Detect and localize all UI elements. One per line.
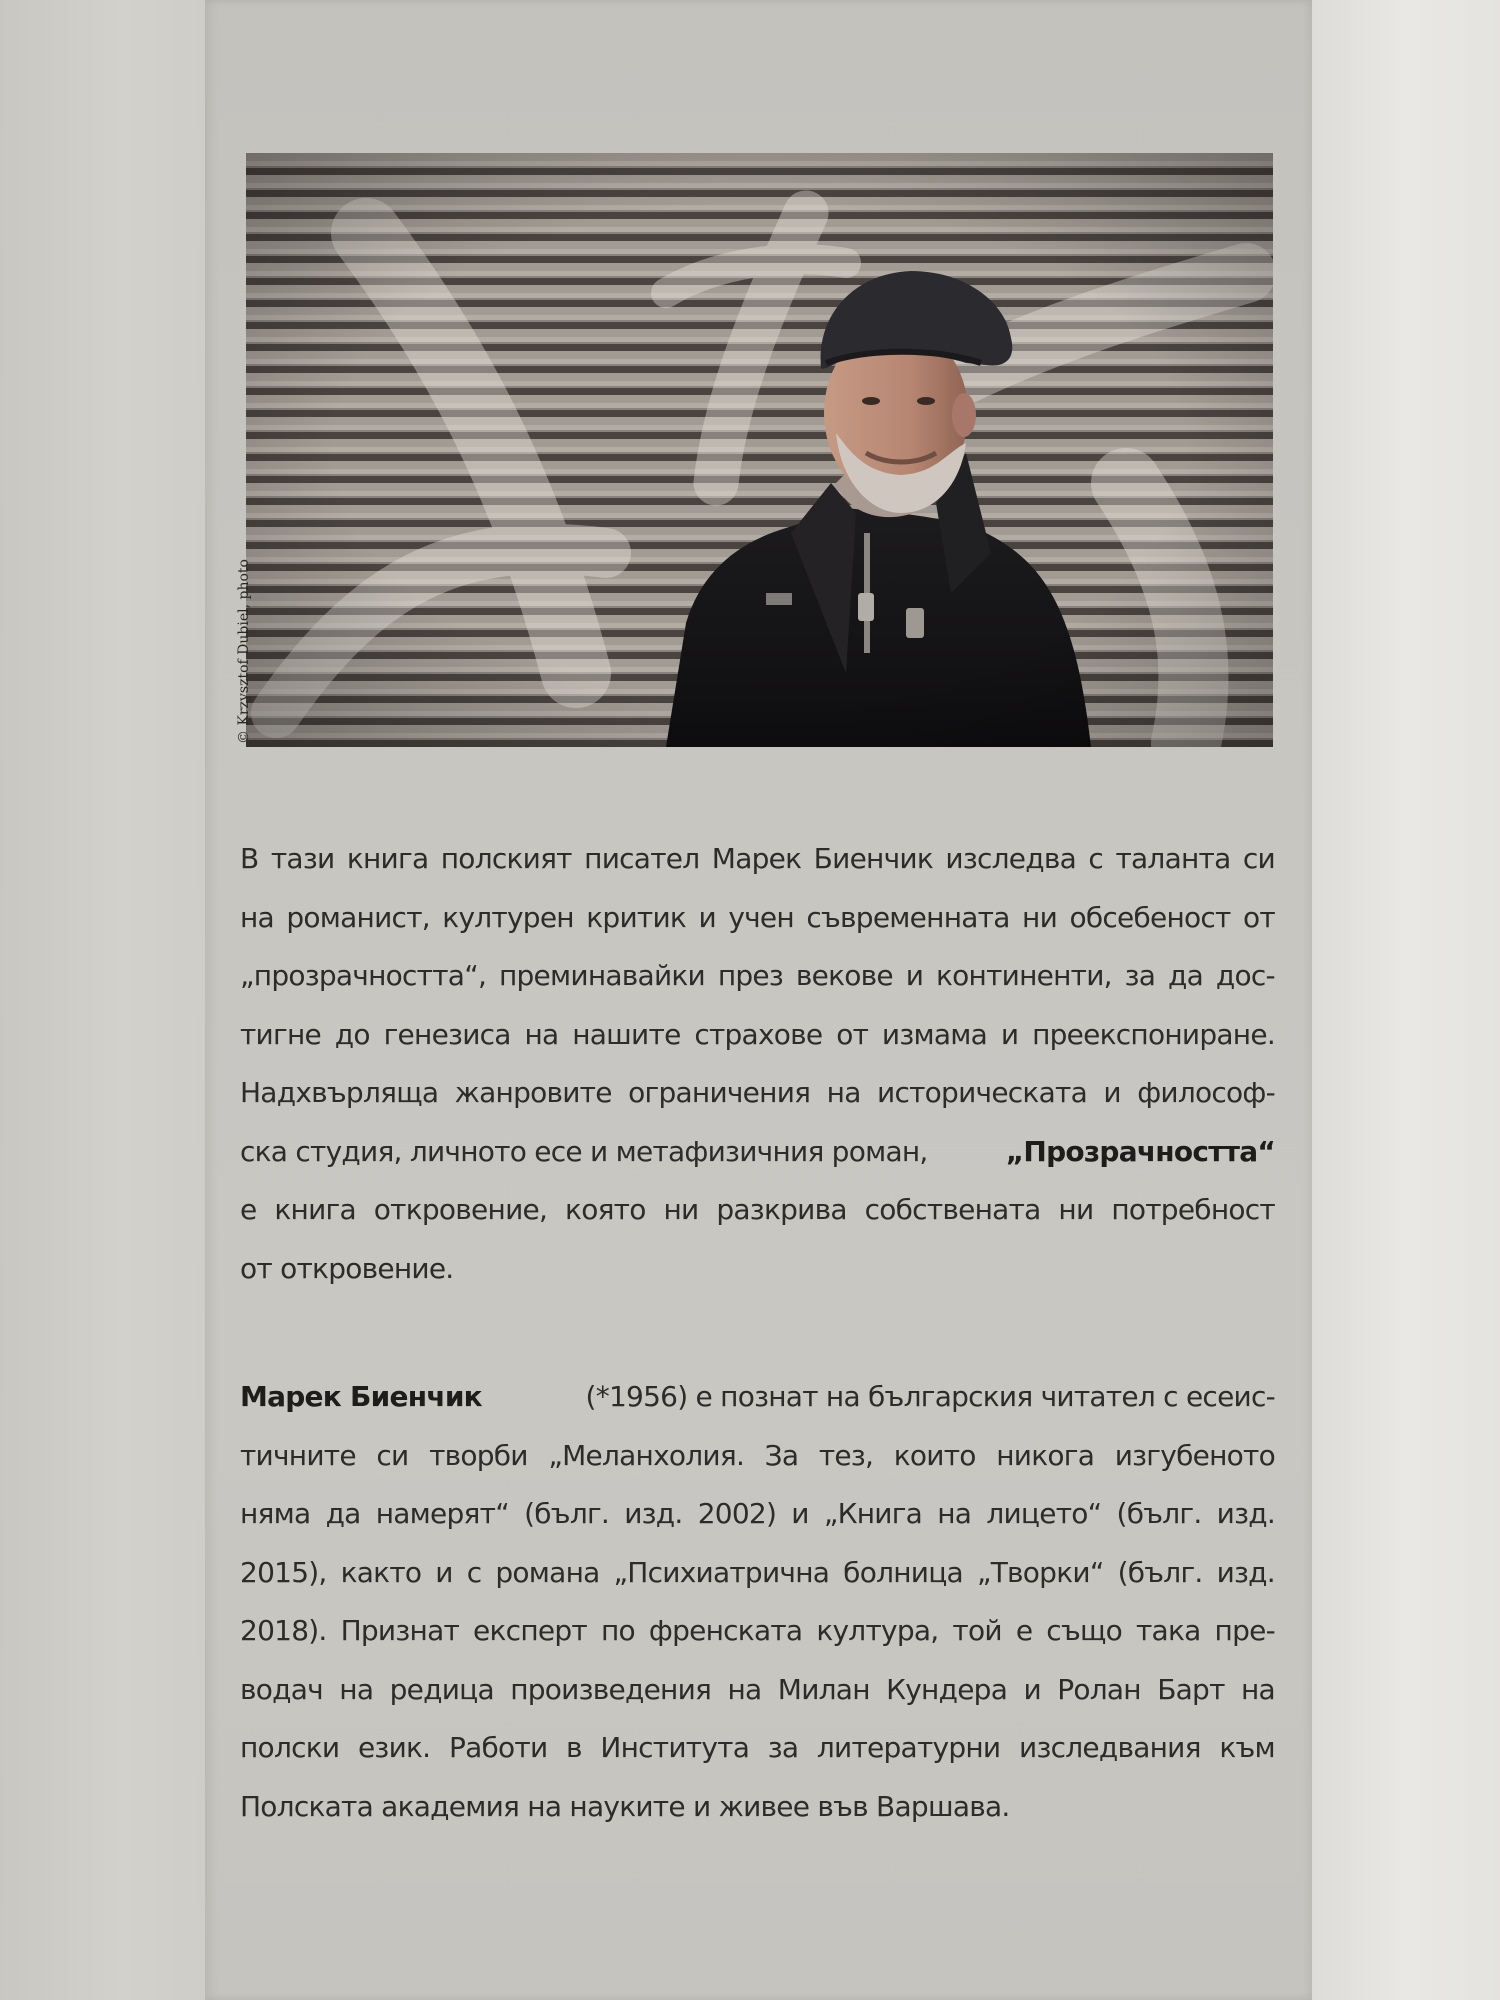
description-line-with-title bbox=[240, 1123, 1275, 1182]
description-line: от откровение. bbox=[240, 1251, 454, 1285]
bio-line: 2018). Признат експерт по френската култура, той е също така пре- bbox=[240, 1614, 1275, 1647]
bio-line: (*1956) е познат на българския читател с есеис- bbox=[585, 1380, 1275, 1413]
photo-credit: © Krzysztof Dubiel, photo bbox=[236, 559, 252, 744]
description-line: е книга откровение, която ни разкрива собствената ни потребност bbox=[240, 1193, 1275, 1226]
background-left bbox=[0, 0, 205, 2000]
description-line: на романист, културен критик и учен съвременната ни обсебеност от bbox=[240, 900, 1275, 934]
bio-line: полски език. Работи в Института за литературни изследвания към bbox=[240, 1731, 1275, 1764]
bio-line-with-name bbox=[240, 1368, 1275, 1427]
bio-line: тичните си творби „Меланхолия. За тез, които никога изгубеното bbox=[240, 1438, 1275, 1472]
bio-line: водач на редица произведения на Милан Кундера и Ролан Барт на bbox=[240, 1672, 1275, 1706]
description-line: Надхвърляща жанровите ограничения на историческата и философ- bbox=[240, 1076, 1275, 1109]
background-right bbox=[1312, 0, 1500, 2000]
author-photo bbox=[246, 153, 1273, 747]
author-bio bbox=[240, 1368, 1275, 1836]
bio-line: няма да намерят“ (бълг. изд. 2002) и „Книга на лицето“ (бълг. изд. bbox=[240, 1497, 1275, 1530]
author-name: Марек Биенчик bbox=[240, 1380, 482, 1413]
description-line: В тази книга полският писател Марек Биенчик изследва с таланта си bbox=[240, 842, 1275, 875]
description-line: тигне до генезиса на нашите страхове от измама и преекспониране. bbox=[240, 1017, 1275, 1051]
bio-line: Полската академия на науките и живее във Варшава. bbox=[240, 1789, 1010, 1823]
description-line: „прозрачността“, преминавайки през векове и континенти, за да дос- bbox=[240, 959, 1275, 992]
book-title: „Прозрачността“ bbox=[1005, 1134, 1275, 1168]
bio-line: 2015), както и с романа „Психиатрична болница „Творки“ (бълг. изд. bbox=[240, 1555, 1275, 1589]
description-line: ска студия, личното есе и метафизичния роман, bbox=[240, 1134, 928, 1168]
book-description bbox=[240, 830, 1275, 1298]
